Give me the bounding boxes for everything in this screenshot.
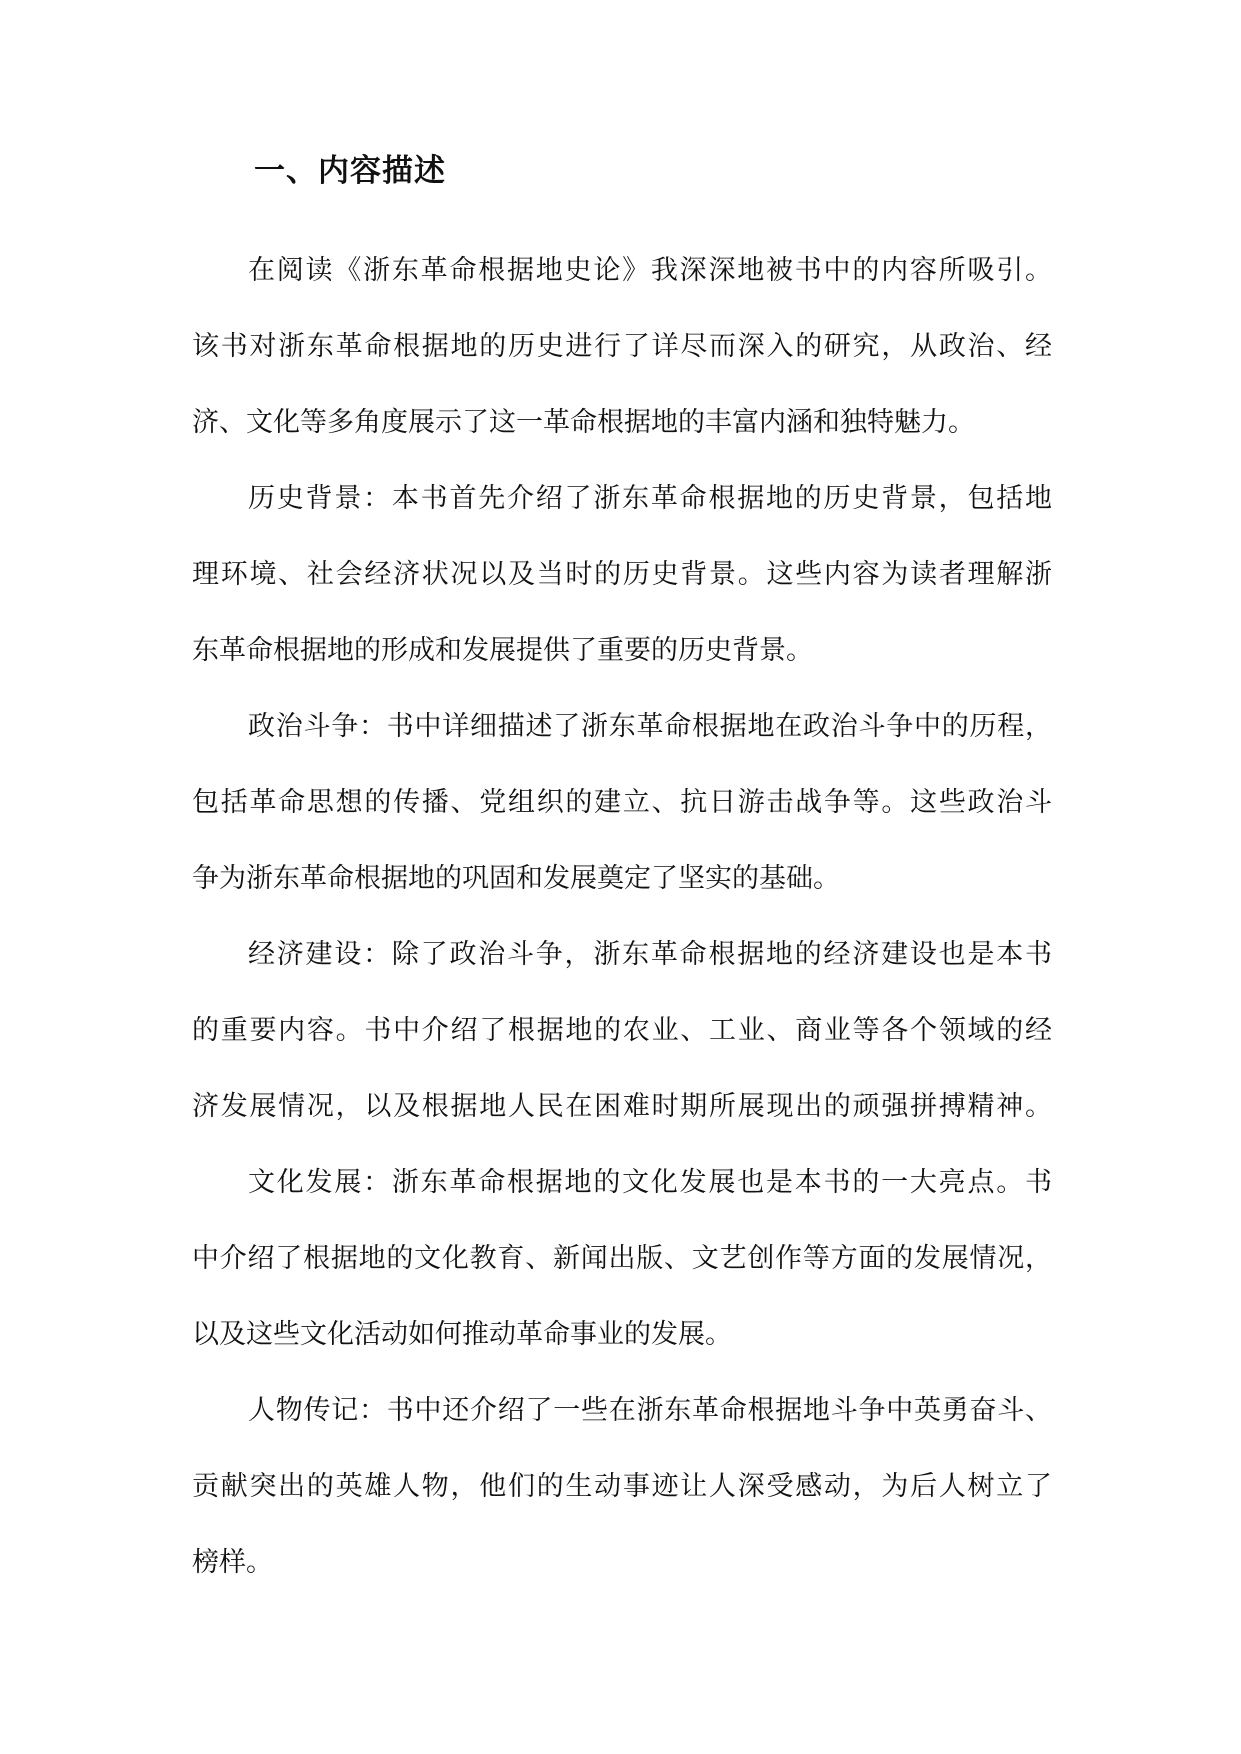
text-line: 贡献突出的英雄人物，他们的生动事迹让人深受感动，为后人树立了 [192,1471,1052,1502]
text-line: 该书对浙东革命根据地的历史进行了详尽而深入的研究，从政治、经 [192,331,1052,362]
document-body [192,233,1052,1601]
section-heading: 一、内容描述 [254,153,446,189]
paragraph-economic-construction [192,917,1052,1145]
text-line: 的重要内容。书中介绍了根据地的农业、工业、商业等各个领域的经 [192,1015,1052,1046]
paragraph-historical-background [192,461,1052,689]
text-line: 人物传记：书中还介绍了一些在浙东革命根据地斗争中英勇奋斗、 [248,1395,1052,1426]
text-line: 文化发展：浙东革命根据地的文化发展也是本书的一大亮点。书 [248,1167,1052,1198]
text-line: 中介绍了根据地的文化教育、新闻出版、文艺创作等方面的发展情况， [192,1243,1052,1274]
text-line: 榜样。 [192,1547,273,1578]
paragraph-cultural-development [192,1145,1052,1373]
text-line: 以及这些文化活动如何推动革命事业的发展。 [192,1319,732,1350]
text-line: 东革命根据地的形成和发展提供了重要的历史背景。 [192,635,813,666]
text-line: 理环境、社会经济状况以及当时的历史背景。这些内容为读者理解浙 [192,559,1052,590]
text-line: 济发展情况，以及根据地人民在困难时期所展现出的顽强拼搏精神。 [192,1091,1052,1122]
paragraph-political-struggle [192,689,1052,917]
text-line: 历史背景：本书首先介绍了浙东革命根据地的历史背景，包括地 [248,483,1052,514]
text-line: 济、文化等多角度展示了这一革命根据地的丰富内涵和独特魅力。 [192,407,975,438]
text-line: 包括革命思想的传播、党组织的建立、抗日游击战争等。这些政治斗 [192,787,1052,818]
text-line: 政治斗争：书中详细描述了浙东革命根据地在政治斗争中的历程， [248,711,1052,742]
text-line: 经济建设：除了政治斗争，浙东革命根据地的经济建设也是本书 [248,939,1052,970]
paragraph-biographies [192,1373,1052,1601]
text-line: 争为浙东革命根据地的巩固和发展奠定了坚实的基础。 [192,863,840,894]
text-line: 在阅读《浙东革命根据地史论》我深深地被书中的内容所吸引。 [248,255,1052,286]
paragraph-intro [192,233,1052,461]
